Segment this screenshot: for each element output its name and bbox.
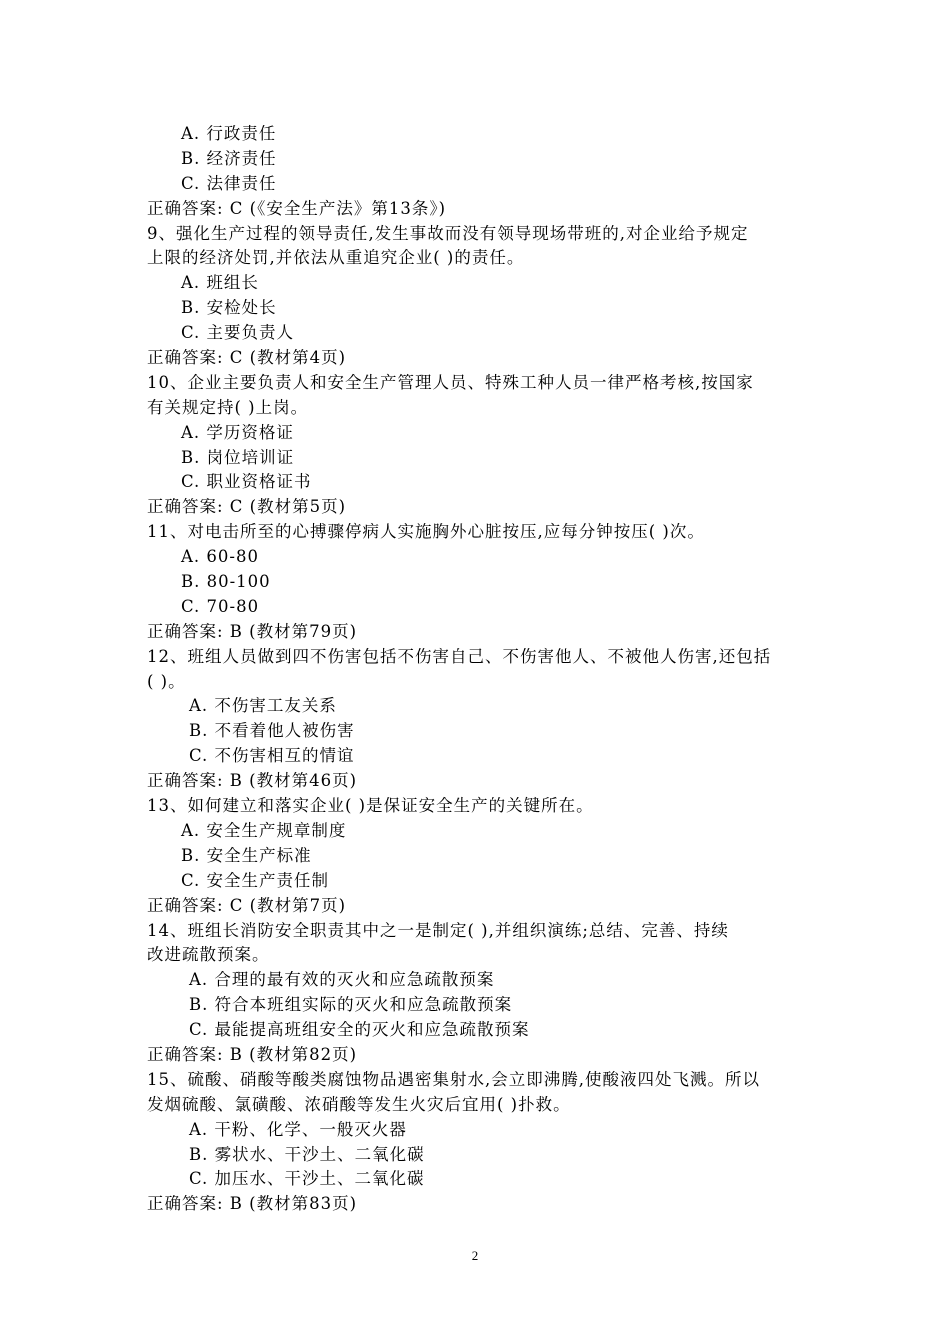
question-text: 11、对电击所至的心搏骤停病人实施胸外心脏按压,应每分钟按压( )次。 xyxy=(147,522,705,542)
answer-option: A. 学历资格证 xyxy=(181,422,294,442)
answer-option: C. 最能提高班组安全的灭火和应急疏散预案 xyxy=(189,1020,530,1040)
correct-answer: 正确答案: B (教材第46页) xyxy=(147,771,358,791)
answer-option: B. 符合本班组实际的灭火和应急疏散预案 xyxy=(189,995,513,1015)
answer-option: B. 安全生产标准 xyxy=(181,845,312,865)
answer-option: B. 安检处长 xyxy=(181,298,277,318)
answer-option: C. 加压水、干沙土、二氧化碳 xyxy=(189,1169,425,1189)
answer-option: C. 不伤害相互的情谊 xyxy=(189,746,355,766)
correct-answer: 正确答案: B (教材第79页) xyxy=(147,621,358,641)
question-text: ( )。 xyxy=(147,671,186,691)
question-list xyxy=(147,122,817,1217)
page-number: 2 xyxy=(471,1248,479,1263)
answer-option: B. 经济责任 xyxy=(181,148,277,168)
correct-answer: 正确答案: C (教材第7页) xyxy=(147,895,347,915)
question-text: 上限的经济处罚,并依法从重追究企业( )的责任。 xyxy=(147,248,525,268)
answer-option: A. 安全生产规章制度 xyxy=(181,820,347,840)
correct-answer: 正确答案: C (《安全生产法》第13条》) xyxy=(147,198,447,218)
answer-option: A. 班组长 xyxy=(181,273,259,293)
correct-answer: 正确答案: B (教材第83页) xyxy=(147,1194,358,1214)
correct-answer: 正确答案: C (教材第5页) xyxy=(147,497,347,517)
correct-answer: 正确答案: B (教材第82页) xyxy=(147,1044,358,1064)
question-text: 12、班组人员做到四不伤害包括不伤害自己、不伤害他人、不被他人伤害,还包括 xyxy=(147,646,772,666)
answer-option: B. 80-100 xyxy=(181,572,271,592)
answer-option: C. 主要负责人 xyxy=(181,323,295,343)
answer-option: C. 70-80 xyxy=(181,596,260,616)
question-text: 14、班组长消防安全职责其中之一是制定( ),并组织演练;总结、完善、持续 xyxy=(147,920,729,940)
question-text: 改进疏散预案。 xyxy=(147,945,270,965)
question-text: 发烟硫酸、氯磺酸、浓硝酸等发生火灾后宜用( )扑救。 xyxy=(147,1094,571,1114)
question-text: 10、企业主要负责人和安全生产管理人员、特殊工种人员一律严格考核,按国家 xyxy=(147,372,754,392)
answer-option: A. 合理的最有效的灭火和应急疏散预案 xyxy=(189,970,495,990)
answer-option: A. 干粉、化学、一般灭火器 xyxy=(189,1119,407,1139)
answer-option: C. 安全生产责任制 xyxy=(181,870,330,890)
answer-option: A. 60-80 xyxy=(181,547,259,567)
correct-answer: 正确答案: C (教材第4页) xyxy=(147,348,347,368)
answer-option: C. 法律责任 xyxy=(181,173,277,193)
answer-option: B. 不看着他人被伤害 xyxy=(189,721,355,741)
question-text: 13、如何建立和落实企业( )是保证安全生产的关键所在。 xyxy=(147,796,594,816)
answer-option: B. 岗位培训证 xyxy=(181,447,295,467)
question-text: 有关规定持( )上岗。 xyxy=(147,397,309,417)
answer-option: A. 不伤害工友关系 xyxy=(189,696,337,716)
question-text: 9、强化生产过程的领导责任,发生事故而没有领导现场带班的,对企业给予规定 xyxy=(147,223,749,243)
question-text: 15、硫酸、硝酸等酸类腐蚀物品遇密集射水,会立即沸腾,使酸液四处飞溅。所以 xyxy=(147,1069,760,1089)
answer-option: A. 行政责任 xyxy=(181,124,277,143)
answer-option: B. 雾状水、干沙土、二氧化碳 xyxy=(189,1144,425,1164)
answer-option: C. 职业资格证书 xyxy=(181,472,312,492)
